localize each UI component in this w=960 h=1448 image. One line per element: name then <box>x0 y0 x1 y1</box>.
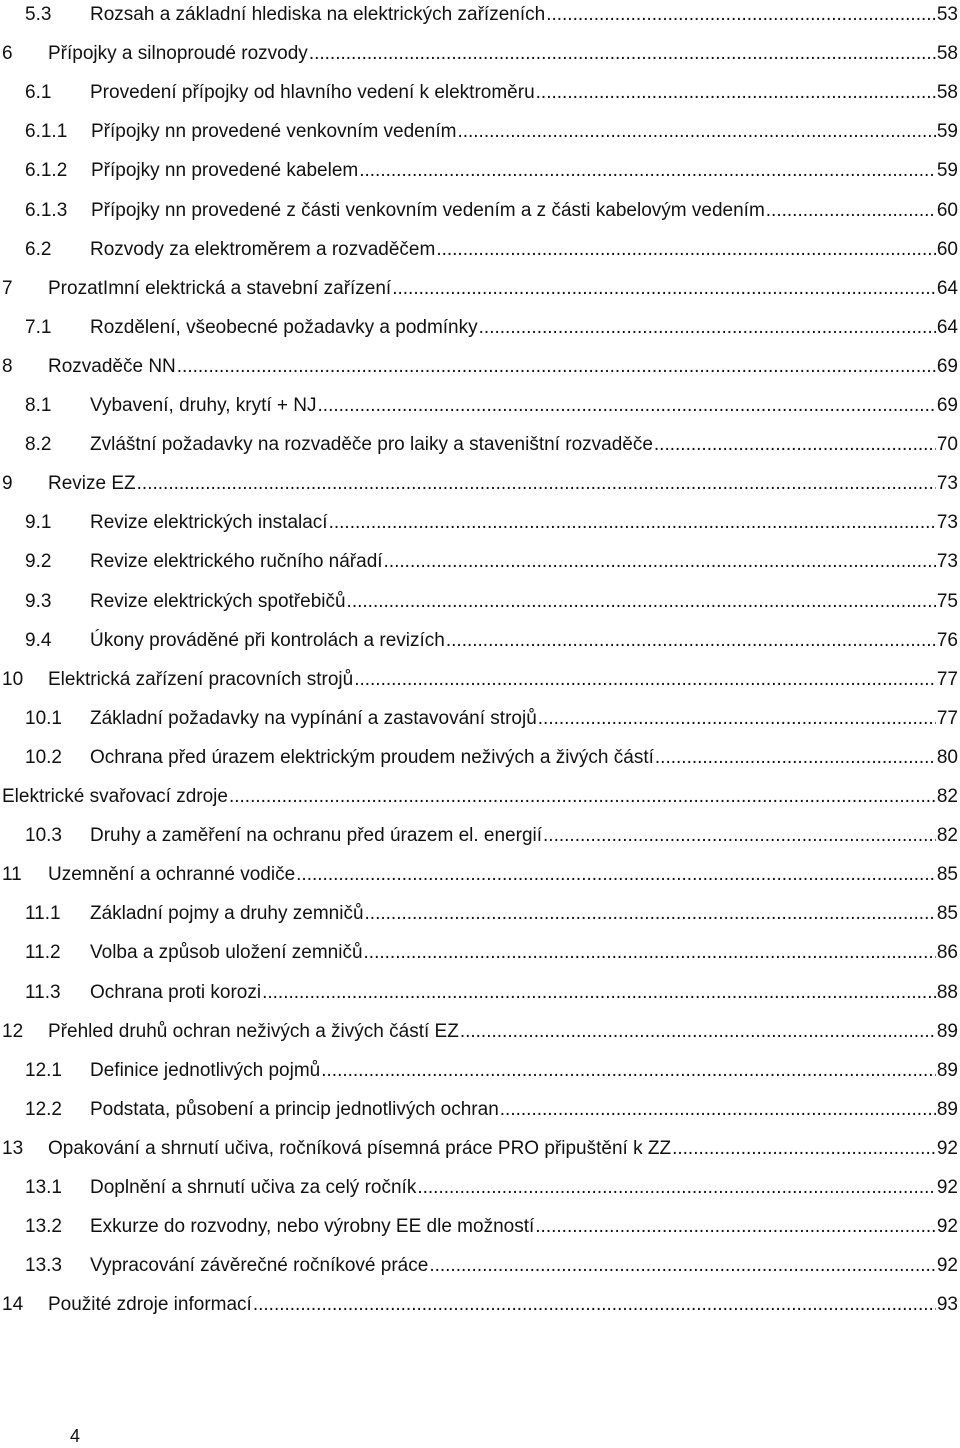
toc-entry-number: 11.1 <box>25 903 61 925</box>
toc-dot-leader <box>538 704 936 734</box>
toc-entry[interactable] <box>0 899 958 929</box>
toc-entry[interactable] <box>0 39 958 69</box>
toc-entry[interactable] <box>0 743 958 773</box>
toc-entry-page: 92 <box>936 1137 958 1159</box>
toc-dot-leader <box>262 978 936 1008</box>
toc-entry-title: Přípojky nn provedené venkovním vedením <box>91 121 457 143</box>
toc-entry-page: 64 <box>936 316 958 338</box>
page-number: 4 <box>70 1426 81 1446</box>
toc-entry-number: 13.1 <box>25 1177 62 1198</box>
toc-entry[interactable] <box>0 235 958 265</box>
toc-entry-number: 5.3 <box>25 4 52 25</box>
toc-entry[interactable] <box>0 313 958 343</box>
toc-entry-title: Elektrické svařovací zdroje <box>2 786 228 807</box>
toc-entry-title: Zvláštní požadavky na rozvaděče pro laiky a staveništní rozvaděče <box>90 434 653 456</box>
toc-entry[interactable] <box>0 821 958 851</box>
toc-dot-leader <box>318 391 936 421</box>
toc-entry-page: 85 <box>936 864 958 886</box>
toc-entry-page: 69 <box>936 355 958 377</box>
toc-dot-leader <box>446 626 936 656</box>
toc-entry[interactable] <box>0 1056 958 1086</box>
toc-dot-leader <box>296 860 936 890</box>
toc-entry-page: 85 <box>936 903 958 925</box>
toc-entry[interactable] <box>0 196 958 226</box>
toc-dot-leader <box>766 196 936 226</box>
toc-entry-title: Rozdělení, všeobecné požadavky a podmínky <box>90 316 478 338</box>
toc-entry[interactable] <box>0 1017 958 1047</box>
toc-entry[interactable] <box>0 0 958 30</box>
toc-entry-number: 9.4 <box>25 629 52 651</box>
toc-entry[interactable] <box>0 469 958 499</box>
toc-dot-leader <box>354 665 936 695</box>
toc-entry-page: 59 <box>936 160 958 182</box>
toc-dot-leader <box>546 0 936 30</box>
toc-entry-title: Opakování a shrnutí učiva, ročníková písemná práce PRO připuštění k ZZ <box>48 1137 672 1159</box>
toc-entry-page: 59 <box>936 121 958 143</box>
toc-entry-page: 60 <box>936 199 958 221</box>
toc-entry[interactable] <box>0 860 958 890</box>
toc-entry-title: Přípojky nn provedené z části venkovním vedením a z části kabelovým vedením <box>91 199 765 221</box>
toc-entry-page: 89 <box>936 1098 958 1120</box>
toc-entry[interactable] <box>0 978 958 1008</box>
toc-entry[interactable] <box>0 78 958 108</box>
toc-entry-page: 92 <box>936 1216 958 1238</box>
toc-entry-number: 13.2 <box>25 1216 62 1238</box>
toc-dot-leader <box>672 1134 936 1164</box>
toc-entry-page: 93 <box>936 1294 958 1316</box>
toc-dot-leader <box>655 743 936 773</box>
toc-entry-title: Revize elektrických spotřebičů <box>90 590 346 612</box>
toc-dot-leader <box>500 1095 936 1125</box>
toc-dot-leader <box>309 39 936 69</box>
toc-entry[interactable] <box>0 391 958 421</box>
toc-entry-page: 86 <box>936 942 958 964</box>
toc-entry-number: 11.2 <box>25 942 61 964</box>
toc-entry-number: 8.2 <box>25 434 52 456</box>
toc-entry[interactable] <box>0 1290 958 1320</box>
toc-entry-title: Přípojky nn provedené kabelem <box>91 160 359 182</box>
toc-dot-leader <box>137 469 936 499</box>
toc-entry[interactable] <box>0 665 958 695</box>
toc-entry-number: 10.3 <box>25 825 62 847</box>
toc-dot-leader <box>436 235 936 265</box>
toc-entry-title: Revize elektrického ručního nářadí <box>90 551 383 573</box>
toc-dot-leader <box>429 1251 936 1281</box>
toc-entry-number: 6.1 <box>25 82 52 104</box>
toc-entry[interactable] <box>0 1173 958 1203</box>
toc-entry-number: 7 <box>2 277 13 299</box>
toc-dot-leader <box>253 1290 936 1320</box>
toc-entry-title: Rozvody za elektroměrem a rozvaděčem <box>90 238 436 260</box>
toc-entry[interactable] <box>0 508 958 538</box>
toc-dot-leader <box>365 899 936 929</box>
toc-entry-page: 82 <box>936 786 958 807</box>
toc-entry-title: Revize EZ <box>48 473 136 495</box>
toc-entry-number: 6.1.2 <box>25 160 68 182</box>
toc-entry-page: 69 <box>936 395 958 416</box>
toc-entry-title: Přehled druhů ochran neživých a živých částí EZ <box>48 1020 459 1042</box>
toc-entry-number: 14 <box>2 1294 24 1316</box>
toc-dot-leader <box>654 430 936 460</box>
toc-entry-page: 53 <box>936 4 958 25</box>
toc-entry-page: 73 <box>936 473 958 495</box>
toc-entry-number: 10.1 <box>25 707 62 729</box>
toc-entry-page: 82 <box>936 825 958 847</box>
toc-dot-leader <box>457 117 935 147</box>
toc-entry-number: 7.1 <box>25 316 52 338</box>
toc-entry-page: 60 <box>936 238 958 260</box>
toc-entry-title: ProzatImní elektrická a stavební zařízení <box>48 277 392 299</box>
toc-entry-page: 77 <box>936 707 958 729</box>
toc-entry-number: 6.1.1 <box>25 121 68 143</box>
toc-dot-leader <box>329 508 936 538</box>
toc-dot-leader <box>347 587 936 617</box>
toc-entry-title: Definice jednotlivých pojmů <box>90 1059 321 1081</box>
toc-entry-number: 13 <box>2 1137 24 1159</box>
toc-entry-title: Vybavení, druhy, krytí + NJ <box>90 395 317 416</box>
toc-entry[interactable] <box>0 1251 958 1281</box>
toc-dot-leader <box>543 821 936 851</box>
toc-entry[interactable] <box>0 782 958 812</box>
toc-entry-number: 6 <box>2 43 13 65</box>
toc-entry[interactable] <box>0 352 958 382</box>
toc-entry[interactable] <box>0 938 958 968</box>
toc-entry[interactable] <box>0 704 958 734</box>
toc-entry-page: 58 <box>936 82 958 104</box>
toc-entry-title: Rozsah a základní hlediska na elektrických zařízeních <box>90 4 546 25</box>
toc-entry-page: 73 <box>936 512 958 534</box>
toc-entry-number: 6.2 <box>25 238 52 260</box>
toc-entry-number: 12.2 <box>25 1098 62 1120</box>
toc-entry-page: 92 <box>936 1177 958 1198</box>
toc-entry-title: Rozvaděče NN <box>48 355 176 377</box>
toc-entry-page: 64 <box>936 277 958 299</box>
toc-dot-leader <box>321 1056 936 1086</box>
toc-dot-leader <box>177 352 936 382</box>
toc-entry-number: 11.3 <box>25 981 61 1003</box>
toc-entry-page: 76 <box>936 629 958 651</box>
toc-entry-page: 89 <box>936 1059 958 1081</box>
toc-entry-page: 73 <box>936 551 958 573</box>
toc-entry-title: Ochrana před úrazem elektrickým proudem neživých a živých částí <box>90 746 654 768</box>
toc-entry[interactable] <box>0 1134 958 1164</box>
toc-entry-page: 75 <box>936 590 958 612</box>
toc-entry[interactable] <box>0 1095 958 1125</box>
toc-entry-title: Úkony prováděné při kontrolách a revizích <box>90 629 445 651</box>
toc-entry-number: 9.2 <box>25 551 52 573</box>
toc-dot-leader <box>536 78 936 108</box>
toc-entry-number: 8 <box>2 355 13 377</box>
toc-dot-leader <box>460 1017 936 1047</box>
toc-entry-title: Provedení přípojky od hlavního vedení k elektroměru <box>90 82 535 104</box>
toc-entry-page: 70 <box>936 434 958 456</box>
toc-entry-title: Použité zdroje informací <box>48 1294 252 1316</box>
toc-dot-leader <box>359 156 936 186</box>
toc-dot-leader <box>364 938 936 968</box>
toc-entry-number: 10.2 <box>25 746 62 768</box>
toc-entry-page: 89 <box>936 1020 958 1042</box>
toc-entry-number: 9 <box>2 473 13 495</box>
toc-entry-number: 9.3 <box>25 590 52 612</box>
toc-entry-number: 9.1 <box>25 512 52 534</box>
toc-dot-leader <box>392 274 936 304</box>
toc-entry-page: 77 <box>936 668 958 690</box>
toc-entry-page: 58 <box>936 43 958 65</box>
toc-entry[interactable] <box>0 117 958 147</box>
toc-dot-leader <box>479 313 936 343</box>
toc-entry-title: Uzemnění a ochranné vodiče <box>48 864 296 886</box>
toc-entry-title: Revize elektrických instalací <box>90 512 328 534</box>
toc-dot-leader <box>384 547 936 577</box>
toc-entry-title: Vypracování závěrečné ročníkové práce <box>90 1255 429 1277</box>
toc-entry-title: Volba a způsob uložení zemničů <box>90 942 363 964</box>
toc-entry[interactable] <box>0 430 958 460</box>
toc-entry[interactable] <box>0 156 958 186</box>
toc-dot-leader <box>417 1173 936 1203</box>
toc-entry-number: 8.1 <box>25 395 52 416</box>
toc-entry-title: Podstata, působení a princip jednotlivých ochran <box>90 1098 499 1120</box>
toc-entry-title: Základní požadavky na vypínání a zastavování strojů <box>90 707 537 729</box>
toc-entry-page: 80 <box>936 746 958 768</box>
toc-entry[interactable] <box>0 626 958 656</box>
toc-entry-number: 10 <box>2 668 24 690</box>
toc-entry-title: Základní pojmy a druhy zemničů <box>90 903 364 925</box>
toc-dot-leader <box>229 782 936 812</box>
toc-entry-title: Doplnění a shrnutí učiva za celý ročník <box>90 1177 417 1198</box>
toc-entry[interactable] <box>0 587 958 617</box>
toc-entry-title: Přípojky a silnoproudé rozvody <box>48 43 308 65</box>
toc-entry-page: 92 <box>936 1255 958 1277</box>
toc-entry[interactable] <box>0 547 958 577</box>
toc-entry-number: 13.3 <box>25 1255 62 1277</box>
toc-entry-number: 11 <box>2 864 22 886</box>
toc-entry-title: Ochrana proti korozi <box>90 981 262 1003</box>
toc-entry-title: Druhy a zaměření na ochranu před úrazem el. energií <box>90 825 543 847</box>
toc-dot-leader <box>535 1212 936 1242</box>
toc-entry-number: 12 <box>2 1020 24 1042</box>
toc-entry[interactable] <box>0 274 958 304</box>
toc-entry[interactable] <box>0 1212 958 1242</box>
toc-entry-page: 88 <box>936 981 958 1003</box>
toc-entry-title: Exkurze do rozvodny, nebo výrobny EE dle možností <box>90 1216 535 1238</box>
toc-entry-number: 6.1.3 <box>25 199 68 221</box>
toc-entry-title: Elektrická zařízení pracovních strojů <box>48 668 354 690</box>
toc-entry-number: 12.1 <box>25 1059 62 1081</box>
